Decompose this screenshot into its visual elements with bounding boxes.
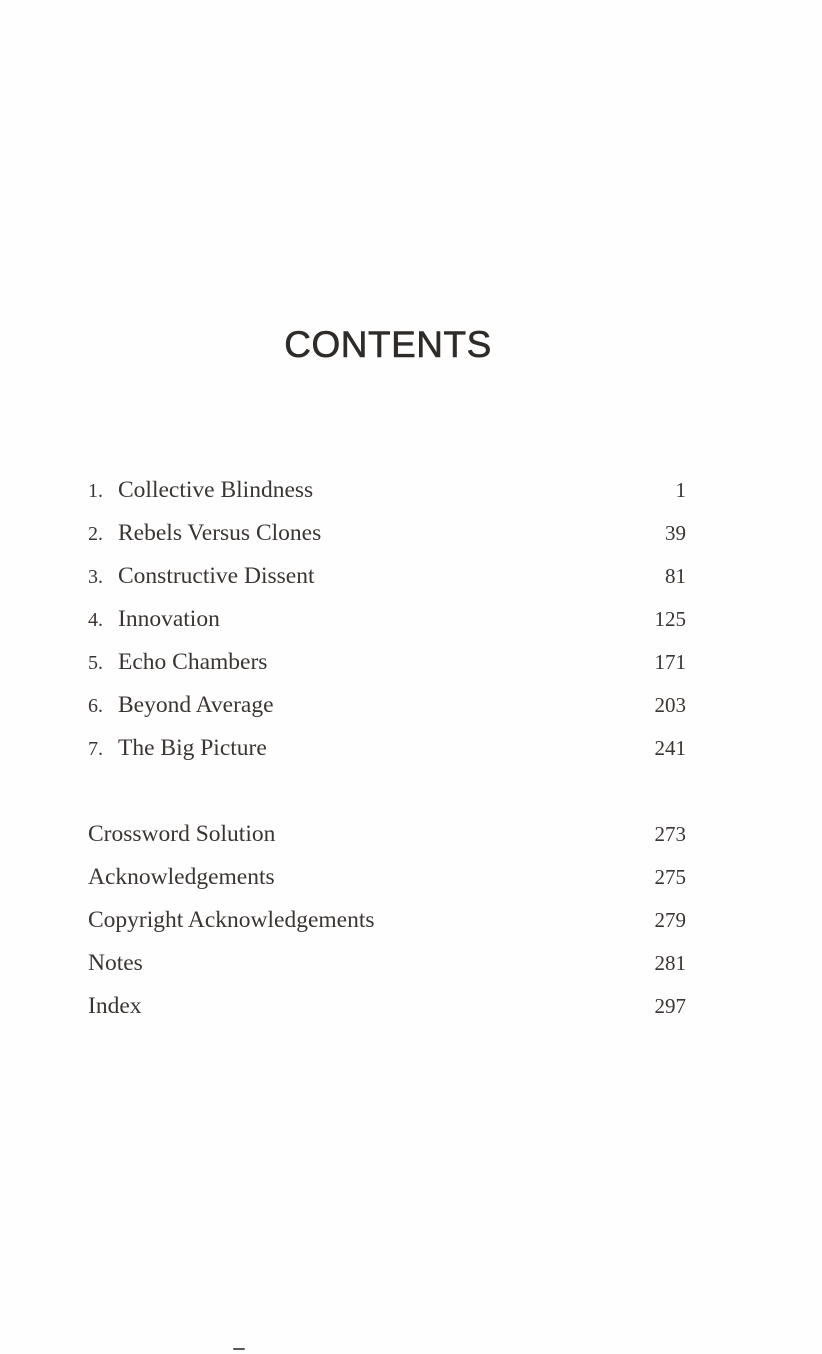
toc-entry-chapter-4 <box>88 603 686 646</box>
chapter-number: 7. <box>88 738 103 760</box>
page-number: 297 <box>654 994 686 1018</box>
toc-entry-chapter-2 <box>88 517 686 560</box>
page-number: 125 <box>654 607 686 631</box>
page-title: CONTENTS <box>284 324 492 365</box>
back-matter-list <box>88 818 686 1033</box>
page-number: 281 <box>654 951 686 975</box>
page-number: 171 <box>654 650 686 674</box>
toc-entry-chapter-3 <box>88 560 686 603</box>
chapter-number: 2. <box>88 523 103 545</box>
toc-entry-chapter-5 <box>88 646 686 689</box>
section-title: Copyright Acknowledgements <box>88 907 375 933</box>
chapter-title: Innovation <box>118 606 220 632</box>
toc-entry-copyright-acknowledgements <box>88 904 686 947</box>
toc-entry-chapter-6 <box>88 689 686 732</box>
toc-entry-acknowledgements <box>88 861 686 904</box>
page-number: 39 <box>665 521 686 545</box>
chapter-number: 6. <box>88 695 103 717</box>
page-number: 273 <box>654 822 686 846</box>
chapter-title: Rebels Versus Clones <box>118 520 322 546</box>
section-title: Crossword Solution <box>88 821 276 847</box>
chapter-title: Echo Chambers <box>118 649 268 675</box>
toc-entry-notes <box>88 947 686 990</box>
toc-entry-crossword-solution <box>88 818 686 861</box>
chapter-number: 5. <box>88 652 103 674</box>
page-number: 1 <box>675 478 686 502</box>
page-number: 279 <box>654 908 686 932</box>
scan-speck <box>233 1348 245 1350</box>
chapter-title: The Big Picture <box>118 735 267 761</box>
section-title: Acknowledgements <box>88 864 275 890</box>
chapter-number: 3. <box>88 566 103 588</box>
chapter-number: 4. <box>88 609 103 631</box>
toc-entry-index <box>88 990 686 1033</box>
chapter-title: Constructive Dissent <box>118 563 315 589</box>
toc-entry-chapter-1 <box>88 474 686 517</box>
section-title: Notes <box>88 950 143 976</box>
chapter-number: 1. <box>88 480 103 502</box>
chapter-list <box>88 474 686 775</box>
section-title: Index <box>88 993 142 1019</box>
toc-entry-chapter-7 <box>88 732 686 775</box>
page-number: 241 <box>654 736 686 760</box>
chapter-title: Collective Blindness <box>118 477 314 503</box>
page-number: 275 <box>654 865 686 889</box>
page-number: 81 <box>665 564 686 588</box>
page-number: 203 <box>654 693 686 717</box>
chapter-title: Beyond Average <box>118 692 274 718</box>
